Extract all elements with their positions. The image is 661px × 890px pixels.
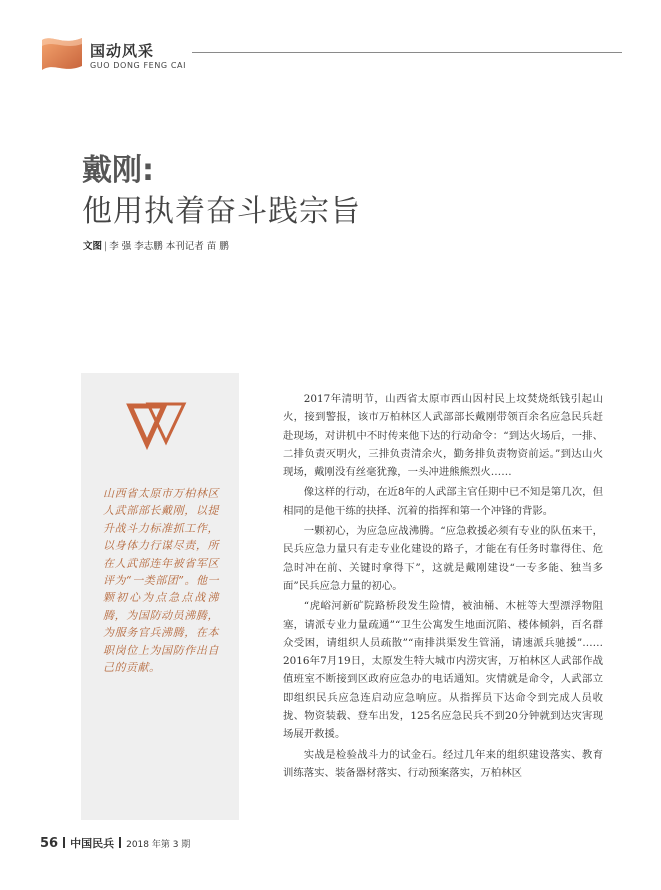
byline: 文图 | 李 强 李志鹏 本刊记者 苗 鹏 bbox=[83, 241, 229, 252]
paragraph: “虎峪河新矿院路桥段发生险情，被油桶、木桩等大型漂浮物阻塞，请派专业力量疏通”“卫生公寓发生地面沉陷、楼体倾斜，百名群众受困，请组织人员疏散”“南排洪渠发生管涌，请速派兵驰援”……2016年7月19日，太原发生特大城市内涝灾害，万柏林区人武部作战值班室不断接到区政府应急办的电话通知。灾情就是命令，人武部立即组织民兵应急连启动应急响应。从指挥员下达命令到完成人员收拢、物资装载、登车出发，125名应急民兵不到20分钟就到达灾害现场展开救援。 bbox=[283, 600, 603, 741]
byline-label: 文图 bbox=[83, 241, 103, 252]
magazine-name: 中国民兵 bbox=[70, 837, 115, 850]
article-body bbox=[283, 390, 603, 784]
double-triangle-logo bbox=[126, 400, 188, 450]
footer-divider bbox=[63, 837, 65, 848]
article-title-name: 戴刚: bbox=[82, 153, 154, 188]
sidebar-quote: 山西省太原市万柏林区人武部部长戴刚，以提升战斗力标准抓工作，以身体力行谋尽责，所在人武部连年被省军区评为“一类部团”。他一颗初心为点急点战沸腾，为国防动员沸腾，为服务官兵沸腾，在本职岗位上为国防作出自己的贡献。 bbox=[103, 487, 219, 675]
page-footer bbox=[40, 835, 190, 851]
page-number: 56 bbox=[40, 836, 59, 851]
header-rule bbox=[192, 52, 622, 53]
byline-names: 李 强 李志鹏 本刊记者 苗 鹏 bbox=[109, 241, 229, 252]
paragraph: 一颗初心，为应急应战沸腾。“应急救援必须有专业的队伍来干，民兵应急力量只有走专业化建设的路子，才能在有任务时靠得住、危急时冲在前、关键时拿得下”，这就是戴刚建设“一专多能、独当多面”民兵应急力量的初心。 bbox=[283, 525, 603, 592]
paragraph: 像这样的行动，在近8年的人武部主官任期中已不知是第几次，但相同的是他干练的抉择、沉着的指挥和第一个冲锋的背影。 bbox=[283, 486, 603, 517]
column-pinyin: GUO DONG FENG CAI bbox=[90, 61, 187, 70]
footer-divider bbox=[119, 837, 121, 848]
paragraph: 实战是检验战斗力的试金石。经过几年来的组织建设落实、教育训练落实、装备器材落实、行动预案落实，万柏林区 bbox=[283, 748, 603, 779]
column-title: 国动风采 bbox=[90, 42, 155, 60]
article-title-subtitle: 他用执着奋斗践宗旨 bbox=[82, 194, 361, 229]
paragraph: 2017年清明节，山西省太原市西山因村民上坟焚烧纸钱引起山火，接到警报，该市万柏林区人武部部长戴刚带领百余名应急民兵赶赴现场，对讲机中不时传来他下达的行动命令：“到达火场后，一排、二排负责灭明火，三排负责清余火，勤务排负责物资前运。”到达山火现场，戴刚没有丝毫犹豫，一头冲进熊熊烈火…… bbox=[283, 393, 603, 479]
flag-icon bbox=[40, 36, 84, 72]
issue-number: 2018 年第 3 期 bbox=[126, 840, 191, 850]
